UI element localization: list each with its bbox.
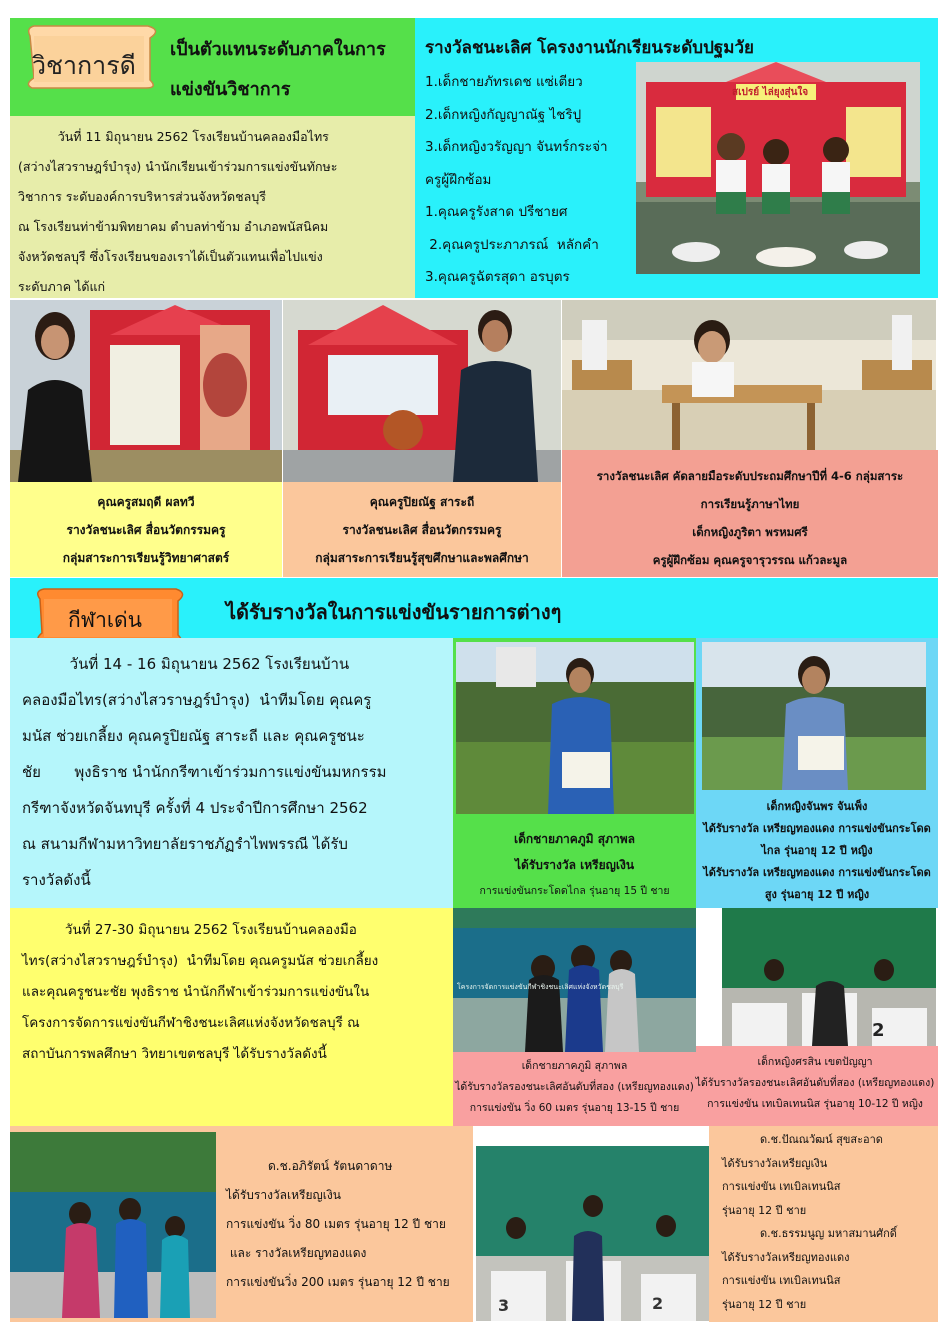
caption-line: รุ่นอายุ 12 ปี ชาย [722, 1203, 807, 1217]
caption-line: การแข่งขัน เทเบิลเทนนิส [722, 1274, 841, 1287]
caption-line: คุณครูปิยณัฐ สาระถี [369, 495, 475, 509]
caption-tt-boys [716, 1128, 938, 1316]
caption-line: ได้รับรางวัลรองชนะเลิศอันดับที่สอง (เหรียญทองแดง) [695, 1077, 935, 1089]
academic-body-line: (สว่างไสวราษฎร์บำรุง) นำนักเรียนเข้าร่วมการแข่งขันทักษะ [18, 159, 338, 174]
sports-tag: กีฬาเด่น [68, 608, 143, 632]
caption-line: ได้รับรางวัลรองชนะเลิศอันดับที่สอง (เหรียญทองแดง) [455, 1081, 694, 1093]
winner-line: 2.เด็กหญิงกัญญาณัฐ ไชริปู [425, 106, 582, 123]
caption-line: ได้รับรางวัลเหรียญเงิน [722, 1156, 828, 1170]
early-childhood-list [425, 66, 640, 294]
run80-photo [10, 1132, 216, 1318]
podium-number: 2 [872, 1020, 885, 1041]
caption-teacher-science [10, 488, 282, 572]
trainer-line: 2.คุณครูประภาภรณ์ หลักคำ [425, 236, 599, 253]
caption-line: คุณครูสมฤดี ผลทวี [97, 495, 195, 509]
academic-body [18, 122, 413, 302]
caption-line: รางวัลชนะเลิศ คัดลายมือระดับประถมศึกษาปีที่ 4-6 กลุ่มสาระ [596, 469, 904, 483]
caption-line: ได้รับรางวัลเหรียญทองแดง [722, 1250, 850, 1264]
sports-para1 [22, 646, 452, 898]
poster-text: สเปรย์ ไล่ยุงสุ่นใจ [732, 87, 809, 98]
caption-boy-jump [453, 826, 696, 904]
caption-run80 [226, 1152, 476, 1297]
academic-body-line: ระดับภาค ได้แก่ [18, 279, 106, 294]
sports-para1-line: ณ สนามกีฬามหาวิทยาลัยราชภัฏรำไพพรรณี ได้รับ [22, 835, 348, 853]
caption-line: ด.ช.ธรรมนูญ มหาสมานศักดิ์ [760, 1227, 897, 1240]
early-childhood-heading: รางวัลชนะเลิศ โครงงานนักเรียนระดับปฐมวัย [425, 38, 754, 58]
caption-line: เด็กชายภาคภูมิ สุภาพล [514, 832, 635, 846]
caption-line: ได้รับรางวัล เหรียญทองแดง การแข่งขันกระโดด [703, 822, 931, 835]
sports-para2-line: และคุณครูชนะชัย พุงธิราช นำนักกีฬาเข้าร่วมการแข่งขันใน [22, 984, 370, 1000]
caption-line: ไกล รุ่นอายุ 12 ปี หญิง [761, 844, 873, 857]
academic-body-line: ณ โรงเรียนท่าข้ามพิทยาคม ตำบลท่าข้าม อำเภอพนัสนิคม [18, 219, 329, 234]
sports-para1-line: คลองมือไทร(สว่างไสวราษฎร์บำรุง) นำทีมโดย คุณครู [22, 691, 372, 709]
sports-para1-line: ชัย พุงธิราช นำนักกรีฑาเข้าร่วมการแข่งขันมหกรรม [22, 763, 387, 781]
caption-line: ด.ช.ปัณณวัฒน์ สุขสะอาด [760, 1133, 883, 1146]
caption-line: รางวัลชนะเลิศ สื่อนวัตกรรมครู [342, 523, 502, 537]
caption-line: รุ่นอายุ 12 ปี ชาย [722, 1297, 807, 1311]
caption-line: กลุ่มสาระการเรียนรู้วิทยาศาสตร์ [62, 551, 230, 565]
caption-boy-run [453, 1056, 696, 1119]
boy-run-photo [453, 908, 696, 1052]
podium-number: 3 [498, 1296, 510, 1315]
sports-para2-line: โครงการจัดการแข่งขันกีฬาชิงชนะเลิศแห่งจังหวัดชลบุรี ณ [22, 1015, 360, 1031]
teacher-health-photo [283, 300, 561, 482]
winner-line: 3.เด็กหญิงวรัญญา จันทร์กระจ่า [425, 139, 608, 155]
caption-line: และ รางวัลเหรียญทองแดง [226, 1246, 367, 1260]
sports-para2-line: สถาบันการพลศึกษา วิทยาเขตชลบุรี ได้รับรางวัลดังนี้ [22, 1046, 327, 1062]
trainer-heading: ครูผู้ฝึกซ้อม [425, 171, 492, 188]
academic-heading-line1: เป็นตัวแทนระดับภาคในการ [170, 39, 386, 60]
sports-para1-line: มนัส ช่วยเกลี้ยง คุณครูปิยณัฐ สาระถี และ คุณครูชนะ [22, 727, 365, 745]
caption-line: ได้รับรางวัล เหรียญทองแดง การแข่งขันกระโดด [703, 866, 931, 879]
academic-body-line: วันที่ 11 มิถุนายน 2562 โรงเรียนบ้านคลองมือไทร [18, 129, 329, 144]
sports-para1-line: วันที่ 14 - 16 มิถุนายน 2562 โรงเรียนบ้าน [22, 655, 350, 673]
academic-tag: วิชาการดี [32, 51, 136, 80]
sports-heading: ได้รับรางวัลในการแข่งขันรายการต่างๆ [226, 600, 562, 624]
podium-number: 2 [652, 1294, 664, 1313]
caption-line: ครูผู้ฝึกซ้อม คุณครูจารุวรรณ แก้วละมูล [652, 553, 848, 567]
caption-line: เด็กหญิงภูริตา พรหมศรี [692, 525, 808, 539]
boy-long-jump-photo [456, 642, 694, 814]
trainer-line: 3.คุณครูฉัตรสุดา อรบุตร [425, 269, 570, 285]
caption-line: เด็กหญิงจันพร จันเพ็ง [766, 800, 868, 813]
boys-tabletennis-photo [476, 1146, 709, 1321]
sports-para2-line: วันที่ 27-30 มิถุนายน 2562 โรงเรียนบ้านคลองมือ [22, 922, 357, 938]
teacher-science-photo [10, 300, 282, 482]
caption-girl-tt [690, 1052, 940, 1115]
sports-para2 [22, 915, 452, 1070]
caption-line: ได้รับรางวัล เหรียญเงิน [514, 858, 635, 872]
handwriting-winner-photo [562, 300, 936, 450]
academic-body-line: วิชาการ ระดับองค์การบริหารส่วนจังหวัดชลบุรี [18, 189, 266, 204]
academic-heading-line2: แข่งขันวิชาการ [170, 79, 291, 100]
caption-line: การแข่งขัน เทเบิลเทนนิส [722, 1180, 841, 1193]
trainer-line: 1.คุณครูรังสาด ปรีชายศ [425, 204, 568, 220]
sports-para2-line: ไทร(สว่างไสวราษฎร์บำรุง) นำทีมโดย คุณครูมนัส ช่วยเกลี้ยง [22, 953, 379, 969]
caption-line: การแข่งขันกระโดดไกล รุ่นอายุ 15 ปี ชาย [479, 885, 670, 897]
caption-line: รางวัลชนะเลิศ สื่อนวัตกรรมครู [66, 523, 226, 537]
early-childhood-project-photo [636, 62, 920, 274]
caption-line: ได้รับรางวัลเหรียญเงิน [226, 1188, 341, 1202]
caption-teacher-health [283, 488, 561, 572]
winner-line: 1.เด็กชายภัทรเดช แซ่เตียว [425, 74, 583, 90]
sports-para1-line: กรีฑาจังหวัดจันทบุรี ครั้งที่ 4 ประจำปีการศึกษา 2562 [22, 799, 368, 817]
sports-para1-line: รางวัลดังนี้ [22, 871, 91, 889]
girl-tabletennis-photo [722, 908, 936, 1046]
caption-girl-jump [700, 796, 934, 906]
backdrop-text: โครงการจัดการแข่งขันกีฬาชิงชนะเลิศแห่งจังหวัดชลบุรี [457, 983, 624, 991]
caption-line: การแข่งขัน วิ่ง 60 เมตร รุ่นอายุ 13-15 ปี ชาย [469, 1102, 680, 1114]
caption-line: เด็กหญิงศรสิน เขตปัญญา [757, 1056, 873, 1068]
caption-line: การแข่งขัน เทเบิลเทนนิส รุ่นอายุ 10-12 ปี หญิง [707, 1098, 923, 1110]
caption-line: กลุ่มสาระการเรียนรู้สุขศึกษาและพลศึกษา [315, 551, 529, 565]
caption-line: เด็กชายภาคภูมิ สุภาพล [521, 1060, 628, 1072]
caption-line: การแข่งขัน วิ่ง 80 เมตร รุ่นอายุ 12 ปี ชาย [226, 1217, 446, 1231]
academic-body-line: จังหวัดชลบุรี ซึ่งโรงเรียนของเราได้เป็นตัวแทนเพื่อไปแข่ง [18, 249, 323, 264]
caption-line: สูง รุ่นอายุ 12 ปี หญิง [764, 888, 870, 901]
girl-jump-photo [702, 642, 926, 790]
caption-handwriting [562, 462, 938, 574]
caption-line: การเรียนรู้ภาษาไทย [700, 497, 800, 511]
caption-line: ด.ช.อภิรัตน์ รัตนดาดาษ [268, 1159, 393, 1173]
caption-line: การแข่งขันวิ่ง 200 เมตร รุ่นอายุ 12 ปี ชาย [226, 1275, 450, 1289]
